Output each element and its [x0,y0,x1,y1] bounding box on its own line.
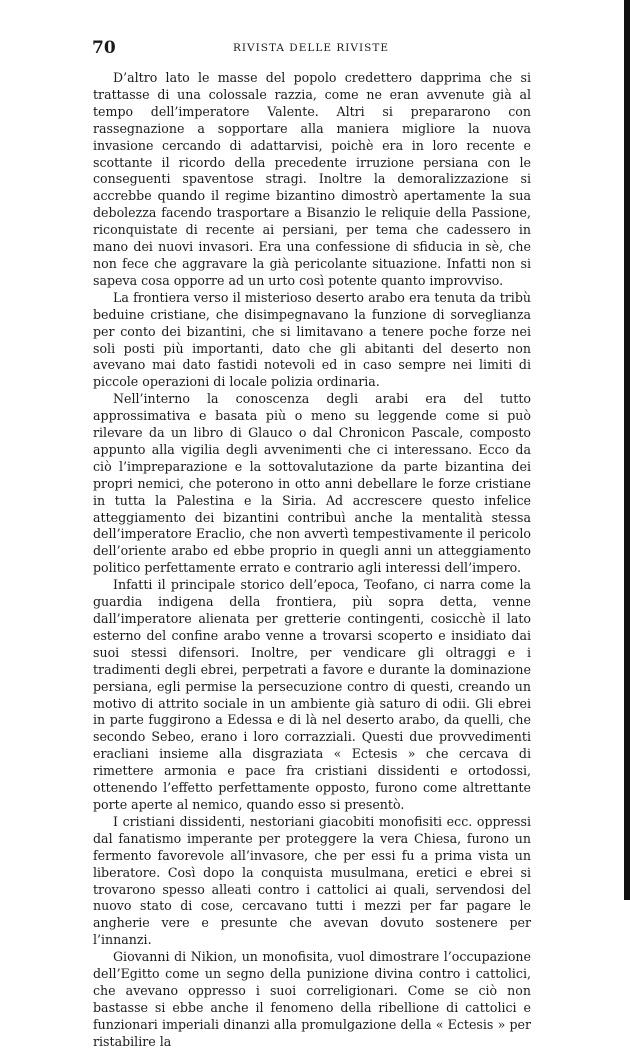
running-head: RIVISTA DELLE RIVISTE [232,42,389,54]
scan-page-edge [624,0,630,900]
paragraph: I cristiani dissidenti, nestoriani giacobiti monofisiti ecc. oppressi dal fanatismo imperante per proteggere la vera Chiesa, furono un fermento favorevole all’invasore, che per essi fu a prima vista un liberatore. Così dopo la conquista musulmana, eretici e ebrei si trovarono spesso alleati contro i cattolici ai quali, servendosi del nuovo stato di cose, cercavano tutti i mezzi per far pagare le angherie vere e presunte che avevan dovuto sostenere per l’innanzi. [93,813,531,948]
paragraph: Giovanni di Nikion, un monofisita, vuol dimostrare l’occupazione dell’Egitto come un segno della punizione divina contro i cattolici, che avevano oppresso i suoi correligionari. Come se ciò non bastasse si ebbe anche il fenomeno della ribellione di cattolici e funzionari imperiali dinanzi alla promulgazione della « Ectesis » per ristabilire la [93,949,531,1049]
paragraph: Nell’interno la conoscenza degli arabi era del tutto approssimativa e basata più o meno su leggende come si può rilevare da un libro di Glauco o dal Chronicon Pascale, composto appunto alla vigilia degli avvenimenti che ci interessano. Ecco da ciò l’impreparazione e la sottovalutazione da parte bizantina dei propri nemici, che poterono in otto anni debellare le forze cristiane in tutta la Palestina e la Siria. Ad accrescere questo infelice atteggiamento dei bizantini contribuì anche la mentalità stessa dell’imperatore Eraclio, che non avvertì tempestivamente il pericolo dell’oriente arabo ed ebbe proprio in quegli anni un atteggiamento politico perfettamente errato e contrario agli interessi dell’impero. [93,391,531,576]
body-text [93,70,531,1051]
paragraph: Infatti il principale storico dell’epoca, Teofano, ci narra come la guardia indigena della frontiera, più sopra detta, venne dall’imperatore alienata per gretterie contingenti, cosicchè il lato esterno del confine arabo venne a trovarsi scoperto e insidiato dai suoi stessi difensori. Inoltre, per vendicare gli oltraggi e i tradimenti degli ebrei, perpetrati a favore e durante la dominazione persiana, egli permise la persecuzione contro di questi, creando un motivo di attrito sociale in un ambiente già saturo di odii. Gli ebrei in parte fuggirono a Edessa e di là nel deserto arabo, da quelli, che secondo Sebeo, erano i loro corrazziali. Questi due provvedimenti eracliani insieme alla disgraziata « Ectesis » che cercava di rimettere armonia e pace fra cristiani dissidenti e ortodossi, ottenendo l’effetto perfettamente opposto, furono come altrettante porte aperte al nemico, quando esso si presentò. [93,577,531,812]
paragraph: D’altro lato le masse del popolo credettero dapprima che si trattasse di una colossale razzia, come ne eran avvenute già al tempo dell’imperatore Valente. Altri si prepararono con rassegnazione a sopportare alla maniera migliore la nuova invasione cercando di adattarvisi, poichè era in loro recente e scottante il ricordo della precedente irruzione persiana con le conseguenti spaventose stragi. Inoltre la demoralizzazione si accrebbe quando il regime bizantino dimostrò apertamente la sua debolezza facendo trasportare a Bisanzio le reliquie della Passione, riconquistate di recente ai persiani, per tema che cadessero in mano dei nuovi invasori. Era una confessione di sfiducia in sè, che non fece che aggravare la già pericolante situazione. Infatti non si sapeva cosa opporre ad un urto così potente quanto improvviso. [93,70,531,288]
page-number: 70 [92,38,116,58]
page-header [92,38,530,58]
paragraph: La frontiera verso il misterioso deserto arabo era tenuta da tribù beduine cristiane, che disimpegnavano la funzione di sorveglianza per conto dei bizantini, che si limitavano a tenere poche forze nei soli posti più importanti, dato che gli abitanti del deserto non avevano mai dato fastidi notevoli ed in caso sempre nei limiti di piccole operazioni di locale polizia ordinaria. [93,289,531,390]
